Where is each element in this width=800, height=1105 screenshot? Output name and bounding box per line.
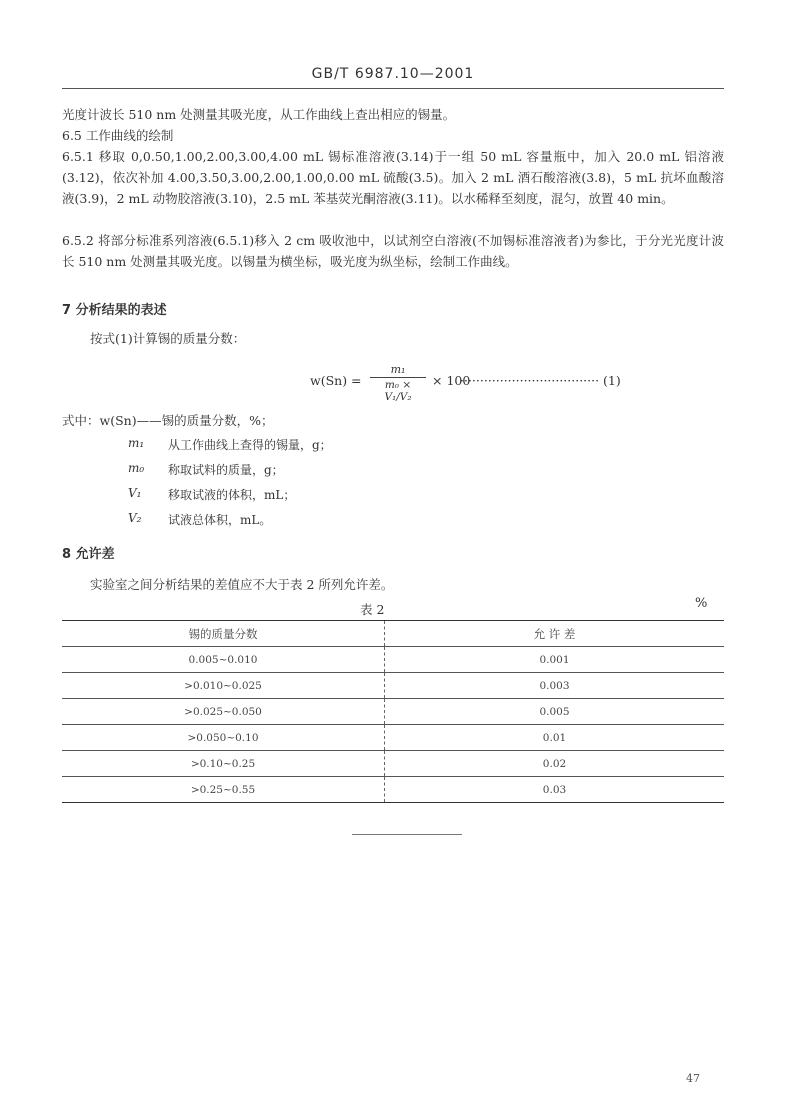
section-6-5-title: 6.5 工作曲线的绘制 bbox=[62, 128, 174, 143]
header-tolerance: 允 许 差 bbox=[533, 626, 576, 641]
table-unit: % bbox=[695, 596, 708, 611]
cell-mass-fraction: >0.010~0.025 bbox=[62, 673, 385, 699]
tolerance-table bbox=[62, 620, 724, 803]
formula-numerator: m₁ bbox=[370, 363, 426, 378]
cell-tolerance: 0.003 bbox=[385, 673, 725, 699]
formula-rhs: × 100 bbox=[432, 373, 471, 388]
section-8-intro: 实验室之间分析结果的差值应不大于表 2 所列允许差。 bbox=[90, 577, 394, 592]
cell-mass-fraction: >0.025~0.050 bbox=[62, 699, 385, 725]
variable-symbol: V₁ bbox=[128, 486, 142, 500]
cell-mass-fraction: >0.25~0.55 bbox=[62, 777, 385, 803]
table-row bbox=[62, 699, 724, 725]
cell-tolerance: 0.005 bbox=[385, 699, 725, 725]
section-7-title: 7 分析结果的表述 bbox=[62, 303, 167, 318]
standard-number-header: GB/T 6987.10—2001 bbox=[311, 66, 475, 82]
cell-mass-fraction: 0.005~0.010 bbox=[62, 647, 385, 673]
paragraph-6-5-2: 6.5.2 将部分标准系列溶液(6.5.1)移入 2 cm 吸收池中，以试剂空白溶液(不加锡标准溶液者)为参比，于分光光度计波长 510 nm 处测量其吸光度。以锡量为横坐标，吸光度为纵坐标，绘制工作曲线。 bbox=[62, 233, 724, 269]
variable-description: 试液总体积，mL。 bbox=[168, 513, 272, 527]
formula-1 bbox=[310, 363, 730, 403]
end-of-text-rule bbox=[352, 834, 462, 835]
cell-tolerance: 0.02 bbox=[385, 751, 725, 777]
equation-number: ··································· (1) bbox=[460, 373, 621, 388]
header-mass-fraction: 锡的质量分数 bbox=[62, 621, 385, 647]
formula-fraction bbox=[370, 363, 426, 403]
cell-mass-fraction: >0.10~0.25 bbox=[62, 751, 385, 777]
formula-intro: 按式(1)计算锡的质量分数： bbox=[90, 331, 246, 346]
variable-description: 从工作曲线上查得的锡量，g； bbox=[168, 438, 332, 452]
table-row bbox=[62, 647, 724, 673]
variable-symbol: m₀ bbox=[128, 461, 145, 475]
section-8-title: 8 允许差 bbox=[62, 547, 115, 562]
header-rule bbox=[62, 88, 724, 89]
table-row bbox=[62, 673, 724, 699]
table-row bbox=[62, 751, 724, 777]
paragraph-6-5-1: 6.5.1 移取 0,0.50,1.00,2.00,3.00,4.00 mL 锡标准溶液(3.14)于一组 50 mL 容量瓶中，加入 20.0 mL 铝溶液(3.12)，依次补加 4.00,3.50,3.00,2.00,1.00,0.00 mL 硫酸(3.5)。加入 2 mL 酒石酸溶液(3.8)，5 mL 抗坏血酸溶液(3.9)，2 mL 动物胶溶液(3.10)，2.5 mL 苯基荧光酮溶液(3.11)。以水稀释至刻度，混匀，放置 40 min。 bbox=[62, 149, 724, 206]
table-caption: 表 2 bbox=[360, 602, 385, 617]
paragraph-continuation: 光度计波长 510 nm 处测量其吸光度，从工作曲线上查出相应的锡量。 bbox=[62, 107, 456, 122]
variable-description: 称取试料的质量，g； bbox=[168, 463, 284, 477]
cell-mass-fraction: >0.050~0.10 bbox=[62, 725, 385, 751]
cell-tolerance: 0.03 bbox=[385, 777, 725, 803]
formula-lhs: w(Sn) = bbox=[310, 373, 362, 388]
variable-symbol: V₂ bbox=[128, 511, 142, 525]
formula-denominator: m₀ × V₁/V₂ bbox=[384, 379, 412, 403]
formula-where-line: 式中：w(Sn)——锡的质量分数，%； bbox=[62, 413, 274, 428]
table-row bbox=[62, 725, 724, 751]
page-number: 47 bbox=[686, 1072, 700, 1085]
cell-tolerance: 0.01 bbox=[385, 725, 725, 751]
variable-description: 移取试液的体积，mL； bbox=[168, 488, 296, 502]
variable-symbol: m₁ bbox=[128, 436, 145, 450]
table-header-row bbox=[62, 621, 724, 647]
cell-tolerance: 0.001 bbox=[385, 647, 725, 673]
table-row bbox=[62, 777, 724, 803]
